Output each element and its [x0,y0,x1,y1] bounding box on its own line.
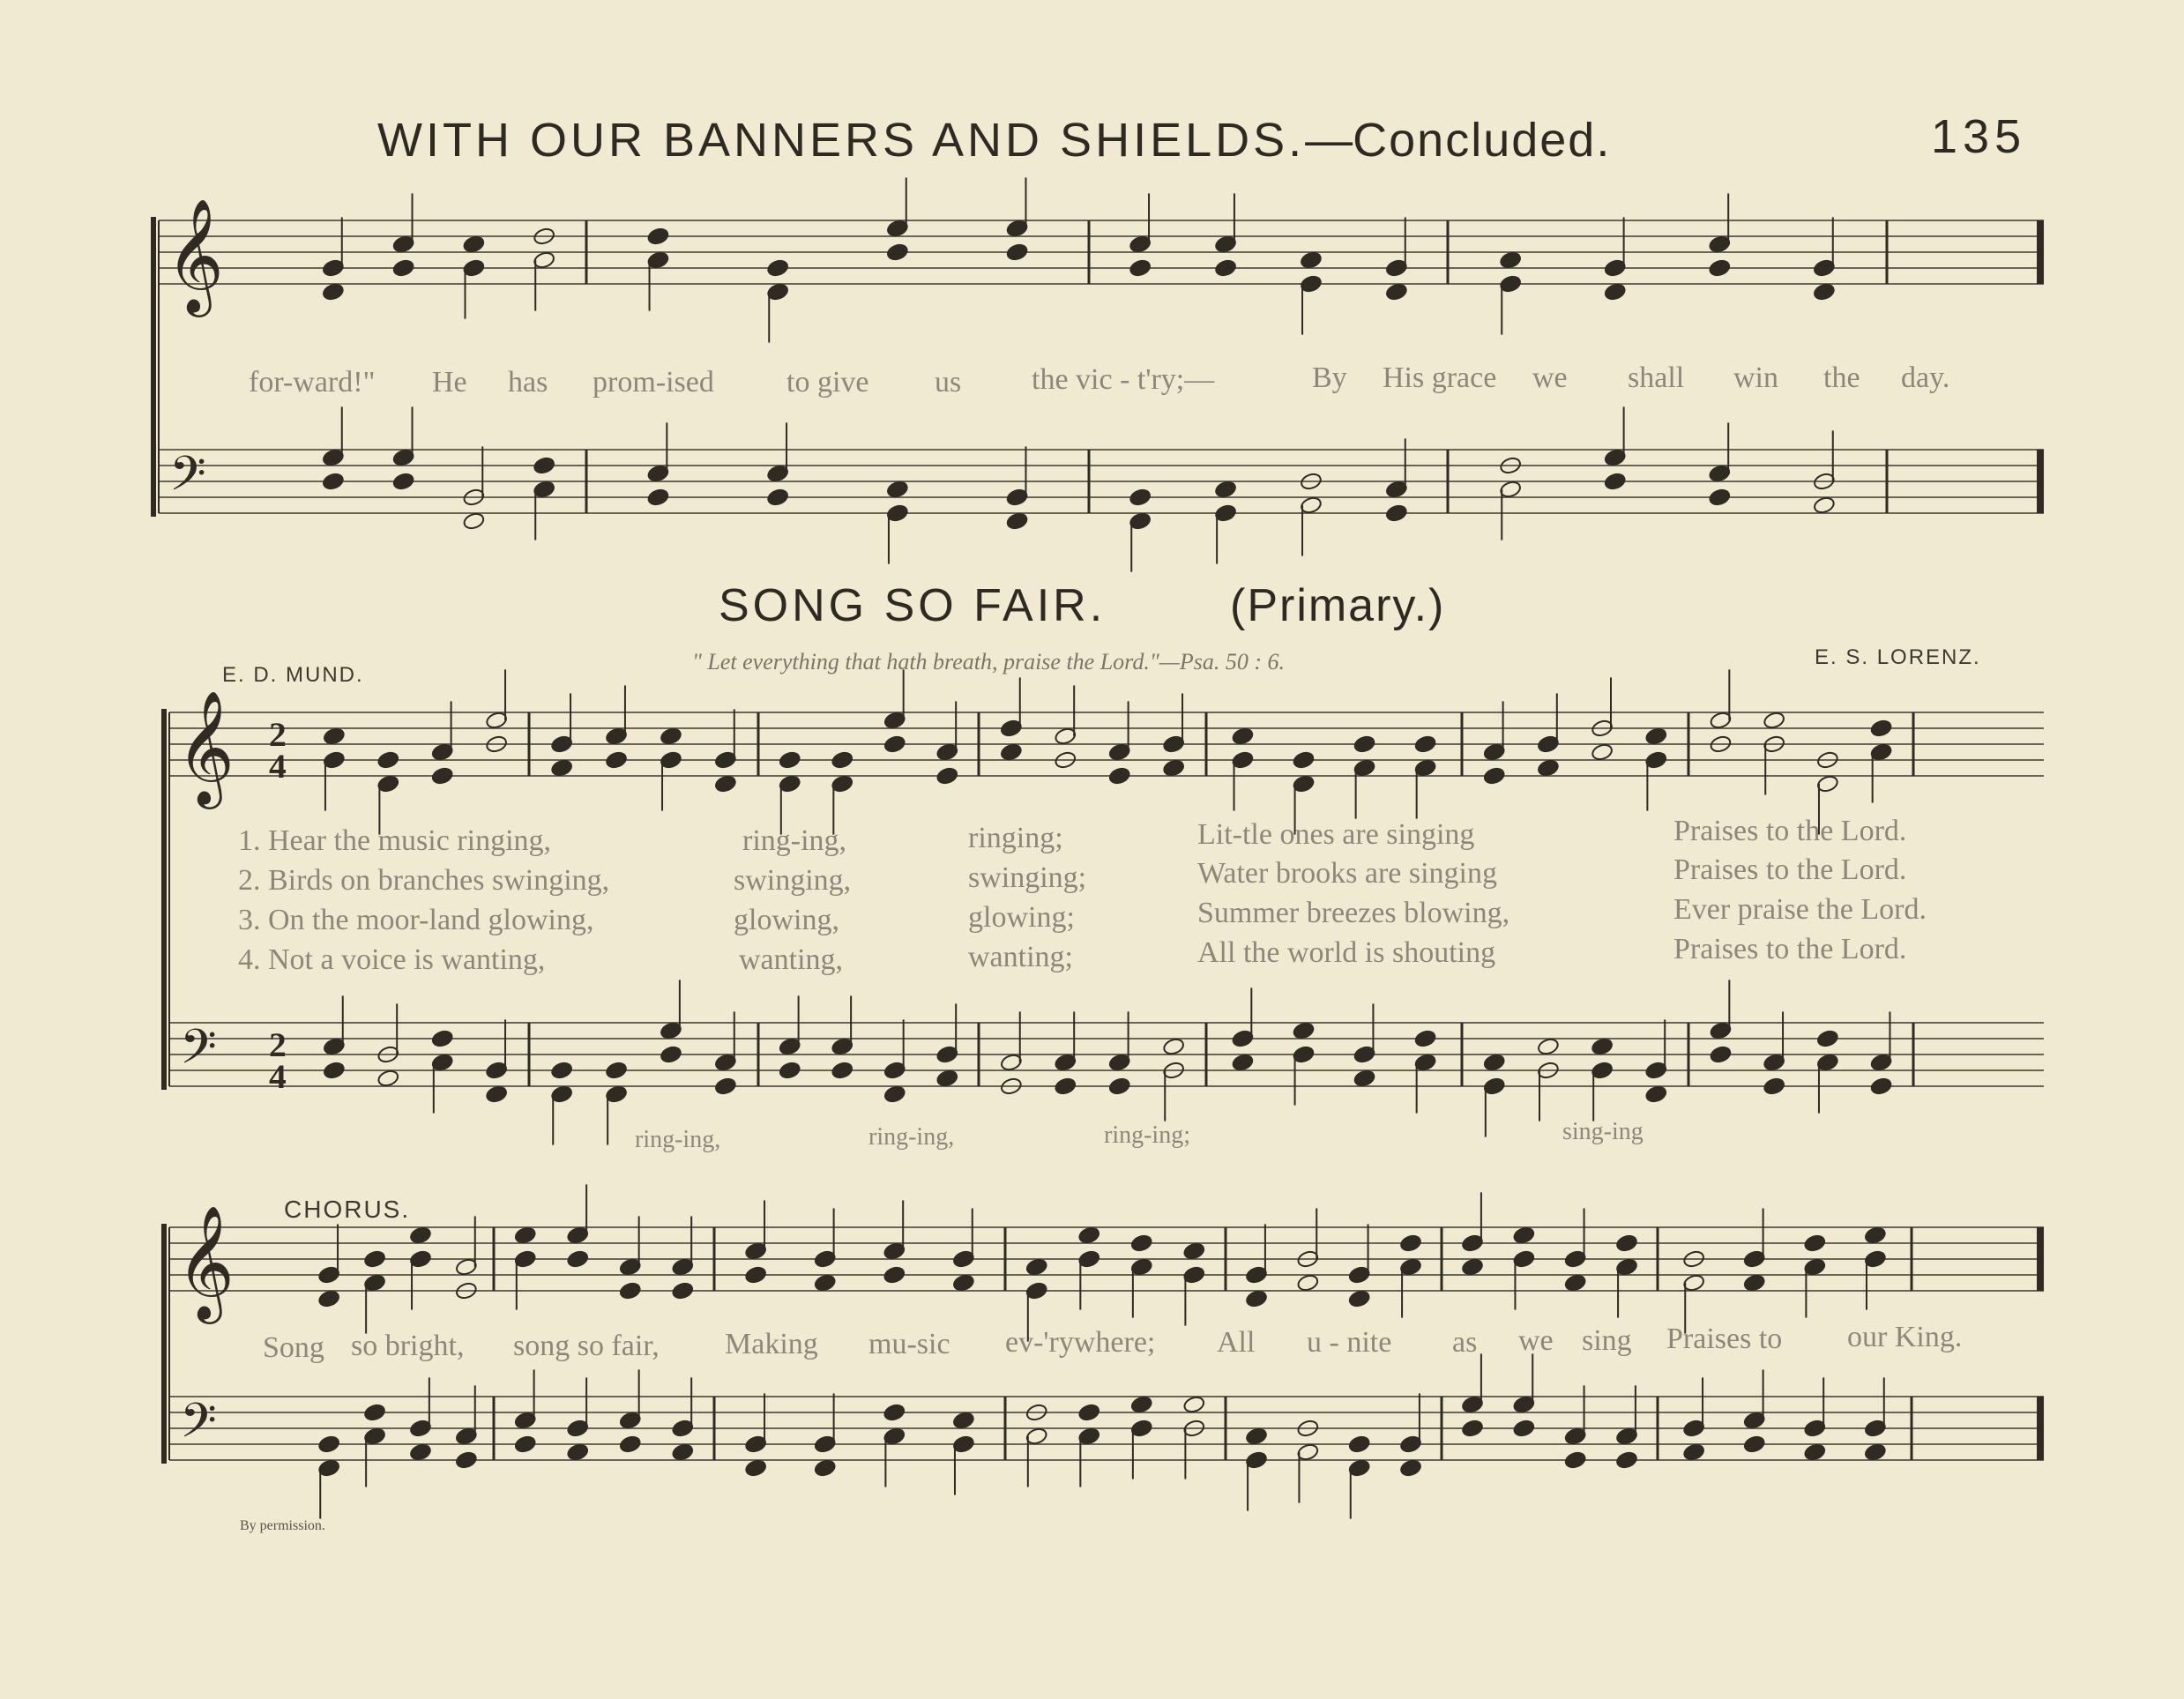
treble-note [1385,282,1408,302]
bass-word: sing-ing [1562,1118,1644,1145]
chorus-word: Making [725,1328,818,1360]
lyric-word: day. [1901,361,1950,394]
verse-2-phrase-3: swinging; [968,861,1087,894]
bass-note [1399,1458,1422,1478]
bass-note [1353,1069,1375,1088]
song-subtitle: (Primary.) [1230,580,1446,631]
bass-note [533,456,555,475]
bass-note [886,480,909,499]
bass-note [1512,1419,1535,1438]
treble-note [1803,1233,1826,1253]
bass-note [485,1084,508,1104]
bass-note [431,1029,454,1048]
time-signature-top: 2 [269,1025,287,1064]
treble-note [363,1249,386,1269]
treble-note [322,282,345,302]
lyric-word: the [1823,361,1860,394]
bass-note [1816,1029,1839,1048]
treble-note [1348,1289,1371,1308]
bass-note [1231,1053,1254,1072]
chorus-word: song so fair, [513,1330,660,1362]
treble-note [1615,1233,1638,1253]
time-signature-top: 2 [269,714,287,754]
treble-note [514,1226,537,1245]
chorus-word: sing [1582,1324,1632,1357]
treble-clef: 𝄞 [166,197,224,313]
verse-1-phrase-2: ring-ing, [742,824,847,857]
chorus-word: our King. [1847,1321,1963,1353]
treble-note [935,766,958,786]
verse-1-phrase-3: ringing; [968,822,1063,854]
treble-note [1413,734,1436,754]
treble-note [317,1289,340,1308]
bass-word: ring-ing; [1104,1121,1190,1149]
verse-3-phrase-4: Summer breezes blowing, [1197,897,1510,929]
page-number: 135 [1931,110,2027,163]
treble-note [1461,1257,1484,1277]
bass-note [317,1434,340,1454]
treble-note [660,727,682,746]
bass-note [1130,1395,1153,1414]
treble-note [714,774,737,794]
lyric-word: shall [1628,361,1685,394]
bass-note [935,1069,958,1088]
bass-note [1763,1077,1785,1096]
bass-note [1604,472,1627,491]
bass-note [1682,1442,1705,1462]
bass-note [1813,496,1836,515]
treble-note [1214,258,1237,278]
treble-note [462,235,485,254]
bass-note [1461,1419,1484,1438]
bass-note [671,1442,694,1462]
lyric-word: us [935,366,962,399]
treble-note [376,750,399,770]
permission-credit: By permission. [240,1518,325,1533]
bass-note [1129,488,1152,507]
treble-note [1108,766,1131,786]
bass-note [363,1403,386,1422]
treble-note [566,1249,589,1269]
treble-note [1296,1273,1319,1293]
bass-note [766,488,789,507]
treble-note [1292,750,1315,770]
verse-2-phrase-5: Praises to the Lord. [1673,853,1907,886]
bass-clef: 𝄢 [180,1393,217,1460]
treble-note [883,1265,906,1285]
treble-note [1005,242,1028,262]
treble-note [1604,282,1627,302]
bass-note [409,1442,432,1462]
bass-note [566,1442,589,1462]
lyric-word: By [1312,361,1347,394]
bass-note [1385,503,1408,523]
bass-note [831,1061,853,1080]
treble-note [323,727,346,746]
bass-note [1537,1037,1560,1056]
treble-note [550,758,573,778]
bass-note [1413,1029,1436,1048]
treble-note [1512,1226,1535,1245]
treble-note [1130,1233,1153,1253]
verse-4-phrase-3: wanting; [968,941,1073,973]
verse-1-phrase-4: Lit-tle ones are singing [1197,818,1475,851]
verse-3-phrase-1: 3. On the moor-land glowing, [238,904,594,936]
treble-note [431,766,454,786]
bass-note [376,1069,399,1088]
treble-note [1499,250,1522,270]
treble-note [1000,742,1023,762]
lyric-word: His grace [1383,361,1497,394]
treble-note [1231,727,1254,746]
bass-word: ring-ing, [868,1123,955,1151]
treble-note [1077,1226,1100,1245]
bass-note [1054,1077,1077,1096]
treble-note [766,258,789,278]
verse-4-phrase-5: Praises to the Lord. [1673,933,1907,965]
lyric-word: has [508,366,548,399]
epigraph: " Let everything that hath breath, praise the Lord."—Psa. 50 : 6. [692,649,1286,674]
lyric-word: we [1532,361,1568,394]
treble-note [831,750,853,770]
bass-note [1348,1434,1371,1454]
chorus-word: so bright, [351,1330,465,1362]
concluded-label: Concluded. [1353,114,1612,167]
lyricist-credit: E. D. MUND. [222,663,364,687]
verse-4-phrase-2: wanting, [739,943,844,976]
treble-note [1864,1226,1887,1245]
bass-note [514,1434,537,1454]
bass-note [1483,1053,1506,1072]
bass-note [883,1084,906,1104]
bass-note [605,1061,628,1080]
bass-note [1292,1021,1315,1040]
bass-note [1615,1450,1638,1470]
treble-note [883,734,906,754]
treble-note [1353,734,1375,754]
bass-note [883,1403,906,1422]
lyric-word: the vic - t'ry;— [1032,363,1215,396]
bass-note [619,1434,642,1454]
treble-note [1300,250,1323,270]
treble-note [1483,766,1506,786]
lyric-word: prom-ised [593,366,714,399]
treble-note [952,1273,975,1293]
verse-4-phrase-1: 4. Not a voice is wanting, [238,943,546,976]
song-title: SONG SO FAIR. [719,580,1107,631]
bass-note [744,1458,767,1478]
bass-note [550,1061,573,1080]
bass-note [1743,1434,1766,1454]
bass-note [779,1061,801,1080]
treble-note [814,1273,837,1293]
bass-note [1644,1084,1667,1104]
treble-note [1129,258,1152,278]
verse-3-phrase-3: glowing; [968,901,1075,934]
lyric-word: win [1733,361,1778,394]
bass-note [646,488,669,507]
treble-note [619,1281,642,1300]
lyric-word: for-ward!" [249,366,376,399]
treble-clef: 𝄞 [176,689,235,805]
verse-4-phrase-4: All the world is shouting [1197,936,1496,969]
chorus-word: Praises to [1666,1323,1783,1355]
bass-note [1214,480,1237,499]
bass-note [455,1450,478,1470]
bass-note [1564,1450,1587,1470]
treble-note [1763,711,1785,730]
treble-note [1869,719,1892,738]
composer-credit: E. S. LORENZ. [1815,645,1981,669]
lyric-word: to give [786,366,869,399]
bass-note [1591,1037,1614,1056]
chorus-word: ev-'rywhere; [1005,1326,1156,1359]
chorus-word: Song [263,1331,324,1364]
concluded-song-title: WITH OUR BANNERS AND SHIELDS. [377,114,1306,167]
bass-note [1709,1045,1732,1064]
treble-note [646,227,669,246]
verse-1-phrase-1: 1. Hear the music ringing, [238,824,552,857]
treble-note [1743,1273,1766,1293]
chorus-word: mu-sic [868,1328,950,1360]
bass-note [1245,1427,1268,1446]
treble-note [1591,742,1614,762]
verse-3-phrase-5: Ever praise the Lord. [1673,893,1927,926]
treble-note [392,258,415,278]
chorus-label: CHORUS. [284,1196,411,1223]
bass-note [1864,1442,1887,1462]
bass-note [660,1045,682,1064]
bass-note [1803,1442,1826,1462]
treble-note [744,1265,767,1285]
title-dash: — [1305,114,1353,167]
bass-note [814,1458,837,1478]
treble-note [1182,1241,1205,1261]
bass-note [1077,1403,1100,1422]
treble-note [886,242,909,262]
verse-3-phrase-2: glowing, [734,904,839,936]
verse-2-phrase-1: 2. Birds on branches swinging, [238,864,610,897]
treble-note [1025,1257,1048,1277]
treble-note [1813,282,1836,302]
bass-clef: 𝄢 [169,446,206,513]
bass-note [952,1411,975,1430]
treble-note [779,750,801,770]
bass-note [1005,511,1028,531]
bass-note [714,1077,737,1096]
chorus-word: All [1217,1326,1256,1359]
treble-note [1564,1273,1587,1293]
bass-note [323,1061,346,1080]
time-signature-bottom: 4 [269,746,287,786]
bass-note [1869,1077,1892,1096]
bass-note [392,472,415,491]
bass-clef: 𝄢 [180,1019,217,1086]
verse-2-phrase-2: swinging, [734,864,852,897]
treble-note [409,1226,432,1245]
treble-note [1644,727,1667,746]
bass-word: ring-ing, [635,1126,721,1153]
chorus-word: we [1518,1324,1554,1357]
lyric-word: He [432,366,467,399]
treble-note [1399,1233,1422,1253]
bass-note [1162,1037,1185,1056]
chorus-word: as [1452,1326,1478,1359]
treble-note [605,750,628,770]
verse-2-phrase-4: Water brooks are singing [1197,857,1497,890]
treble-note [1537,758,1560,778]
bass-note [1182,1395,1205,1414]
verse-1-phrase-5: Praises to the Lord. [1673,815,1907,847]
treble-note [1245,1289,1268,1308]
bass-note [322,472,345,491]
bass-note [462,511,485,531]
bass-note [1108,1077,1131,1096]
treble-note [1162,758,1185,778]
bass-note [1708,488,1731,507]
time-signature-bottom: 4 [269,1056,287,1096]
treble-note [671,1281,694,1300]
treble-clef: 𝄞 [176,1204,235,1320]
chorus-word: u - nite [1307,1326,1392,1359]
treble-note [1708,258,1731,278]
